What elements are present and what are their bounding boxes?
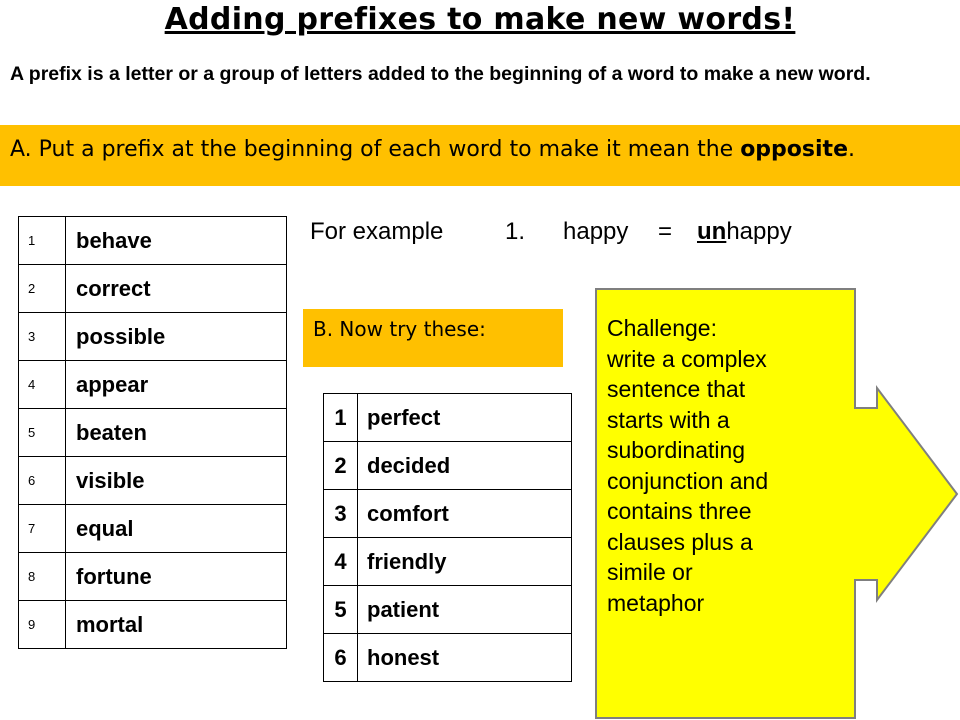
example-word: happy: [563, 218, 629, 245]
table-row: 1 perfect: [324, 394, 572, 442]
section-b-instruction: B. Now try these:: [313, 317, 486, 341]
table-row: 6 honest: [324, 634, 572, 682]
example-number: 1.: [505, 218, 526, 245]
table-row: 5 patient: [324, 586, 572, 634]
table-row: 4 friendly: [324, 538, 572, 586]
table-row: 2 decided: [324, 442, 572, 490]
table-row: 5 beaten: [19, 409, 287, 457]
section-a-instruction: A. Put a prefix at the beginning of each word to make it mean the opposite.: [10, 137, 855, 162]
table-row: 3 comfort: [324, 490, 572, 538]
table-row: 7 equal: [19, 505, 287, 553]
page-title: Adding prefixes to make new words!: [164, 2, 796, 37]
challenge-text: Challenge: write a complex sentence that starts with a subordinating conjunction and contains three clauses plus a simile or metaphor: [607, 315, 769, 616]
table-row: 2 correct: [19, 265, 287, 313]
table-row: 1 behave: [19, 217, 287, 265]
table-row: 4 appear: [19, 361, 287, 409]
example-answer: unhappy: [697, 218, 792, 245]
intro-text: A prefix is a letter or a group of letters added to the beginning of a word to make a new word.: [10, 63, 871, 85]
table-row: 8 fortune: [19, 553, 287, 601]
table-row: 3 possible: [19, 313, 287, 361]
example-prefix: un: [697, 218, 727, 245]
word-table-a: [18, 216, 287, 649]
table-row: 6 visible: [19, 457, 287, 505]
word-table-b: [323, 393, 572, 682]
opposite-emphasis: opposite: [740, 137, 848, 162]
example-equals: =: [658, 218, 673, 245]
table-row: 9 mortal: [19, 601, 287, 649]
example-label: For example: [310, 218, 444, 245]
